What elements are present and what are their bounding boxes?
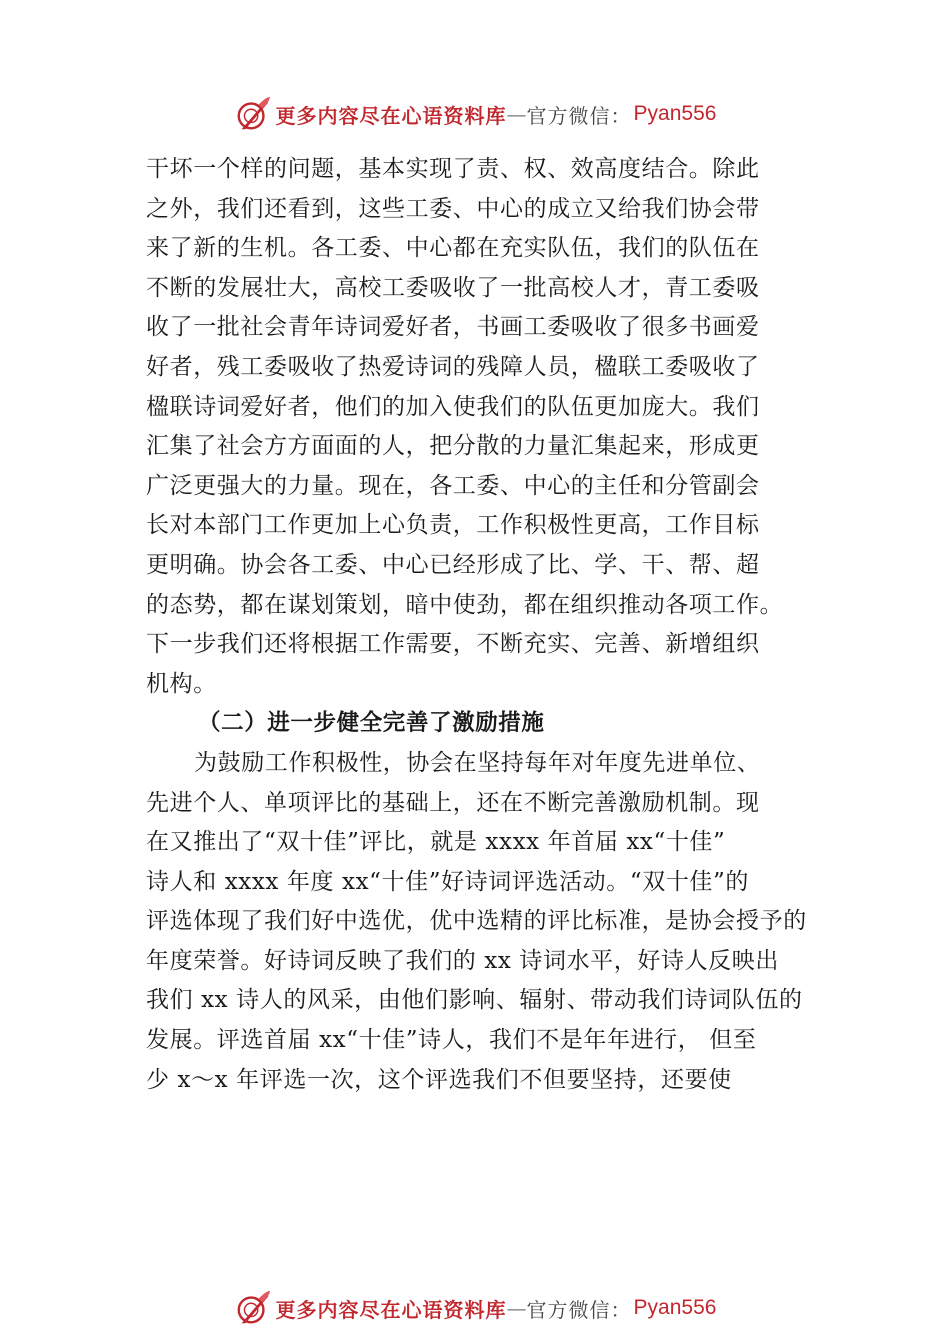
banner-title: 更多内容尽在心语资料库	[275, 1297, 507, 1322]
paragraph-main	[146, 150, 822, 704]
text-line: 为鼓励工作积极性，协会在坚持每年对年度先进单位、	[194, 749, 761, 776]
section-heading: （二）进一步健全完善了激励措施	[198, 710, 545, 737]
text-line: 下一步我们还将根据工作需要，不断充实、完善、新增组织	[146, 631, 760, 658]
quill-seal-icon	[234, 95, 272, 133]
banner-wechat-label: 官方微信：	[526, 103, 632, 128]
banner-wechat-id: Pyan556	[633, 102, 717, 125]
text-line: 先进个人、单项评比的基础上，还在不断完善激励机制。现	[146, 789, 760, 816]
text-line: 之外，我们还看到，这些工委、中心的成立又给我们协会带	[146, 195, 760, 222]
text-line: 的态势，都在谋划策划，暗中使劲，都在组织推动各项工作。	[146, 591, 784, 618]
banner-wechat-id: Pyan556	[633, 1296, 717, 1319]
header-banner	[0, 92, 950, 136]
text-line: 来了新的生机。各工委、中心都在充实队伍，我们的队伍在	[146, 235, 760, 262]
text-line: 发展。评选首届 xx“十佳”诗人，我们不是年年进行， 但至	[146, 1027, 757, 1054]
paragraph-section	[146, 744, 822, 1100]
footer-banner	[0, 1286, 950, 1330]
text-line: 诗人和 xxxx 年度 xx“十佳”好诗词评选活动。“双十佳”的	[146, 868, 749, 895]
text-line: 年度荣誉。好诗词反映了我们的 xx 诗词水平，好诗人反映出	[146, 947, 779, 974]
text-line: 广泛更强大的力量。现在，各工委、中心的主任和分管副会	[146, 472, 760, 499]
text-line: 机构。	[146, 670, 217, 697]
text-line: 在又推出了“双十佳”评比，就是 xxxx 年首届 xx“十佳”	[146, 829, 726, 856]
quill-seal-icon	[234, 1289, 272, 1327]
text-line: 长对本部门工作更加上心负责，工作积极性更高，工作目标	[146, 512, 760, 539]
text-line: 楹联诗词爱好者，他们的加入使我们的队伍更加庞大。我们	[146, 393, 760, 420]
text-line: 我们 xx 诗人的风采，由他们影响、辐射、带动我们诗词队伍的	[146, 987, 803, 1014]
document-body	[146, 150, 822, 1100]
text-line: 收了一批社会青年诗词爱好者，书画工委吸收了很多书画爱	[146, 314, 760, 341]
banner-wechat-label: 官方微信：	[526, 1297, 632, 1322]
banner-title: 更多内容尽在心语资料库	[275, 103, 507, 128]
banner-dash: —	[506, 1296, 527, 1320]
text-line: 汇集了社会方方面面的人，把分散的力量汇集起来，形成更	[146, 433, 760, 460]
text-line: 少 x～x 年评选一次，这个评选我们不但要坚持，还要使	[146, 1066, 732, 1093]
text-line: 评选体现了我们好中选优，优中选精的评比标准，是协会授予的	[146, 908, 807, 935]
text-line: 好者，残工委吸收了热爱诗词的残障人员，楹联工委吸收了	[146, 353, 760, 380]
text-line: 干坏一个样的问题，基本实现了责、权、效高度结合。除此	[146, 156, 760, 182]
banner-dash: —	[506, 102, 527, 126]
text-line: 不断的发展壮大，高校工委吸收了一批高校人才，青工委吸	[146, 274, 760, 301]
text-line: 更明确。协会各工委、中心已经形成了比、学、干、帮、超	[146, 551, 760, 578]
